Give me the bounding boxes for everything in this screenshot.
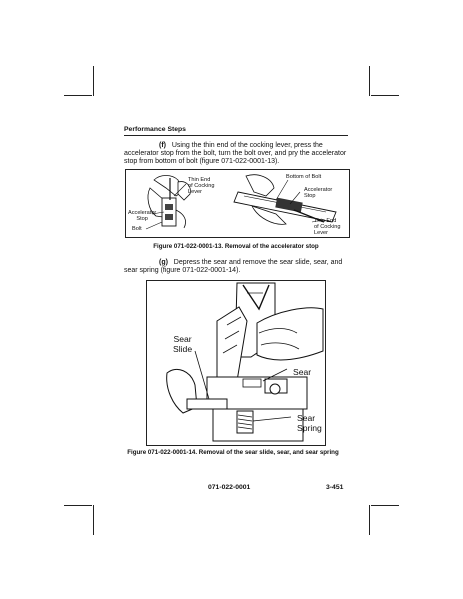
footer-task-number: 071-022-0001 <box>208 484 251 491</box>
step-f-label: (f) <box>159 142 166 149</box>
step-f-line-1: Using the thin end of the cocking lever, press the <box>171 142 323 149</box>
callout-sear-spring: Sear Spring <box>297 413 322 433</box>
crop-mark-top-left-horizontal <box>64 95 92 96</box>
crop-mark-bottom-left-vertical <box>93 505 94 535</box>
callout-thin-end-right: Thin End of Cocking Lever <box>314 218 341 236</box>
crop-mark-bottom-right-horizontal <box>371 505 399 506</box>
step-g-label: (g) <box>159 259 168 266</box>
callout-accelerator-stop-right: Accelerator Stop <box>304 187 333 199</box>
step-f-line-2: accelerator stop from the bolt, turn the bolt over, and pry the accelerator <box>124 150 347 157</box>
step-g-line-2: sear spring (figure 071-022-0001-14). <box>124 267 241 274</box>
crop-mark-bottom-right-vertical <box>369 505 370 535</box>
header-rule <box>124 135 348 136</box>
figure-14-caption: Figure 071-022-0001-14. Removal of the sear slide, sear, and sear spring <box>127 449 339 456</box>
figure-14-illustration <box>146 280 326 446</box>
callout-sear: Sear <box>293 367 312 377</box>
callout-thin-end-left: Thin End of Cocking Lever <box>188 177 215 195</box>
callout-bottom-of-bolt: Bottom of Bolt <box>286 174 322 180</box>
crop-mark-top-right-vertical <box>369 66 370 96</box>
callout-bolt: Bolt <box>132 226 142 232</box>
step-f-line-3: stop from bottom of bolt (figure 071-022-0001-13). <box>124 158 280 165</box>
figure-13-illustration <box>125 169 350 238</box>
callout-accelerator-stop-left: Accelerator Stop <box>128 210 157 222</box>
crop-mark-bottom-left-horizontal <box>64 505 92 506</box>
crop-mark-top-left-vertical <box>93 66 94 96</box>
footer-page-number: 3-451 <box>326 484 344 491</box>
crop-mark-top-right-horizontal <box>371 95 399 96</box>
step-g-line-1: Depress the sear and remove the sear slide, sear, and <box>173 259 343 266</box>
section-title: Performance Steps <box>124 126 186 133</box>
figure-13-caption: Figure 071-022-0001-13. Removal of the accelerator stop <box>153 243 319 250</box>
callout-sear-slide: Sear Slide <box>173 334 193 354</box>
